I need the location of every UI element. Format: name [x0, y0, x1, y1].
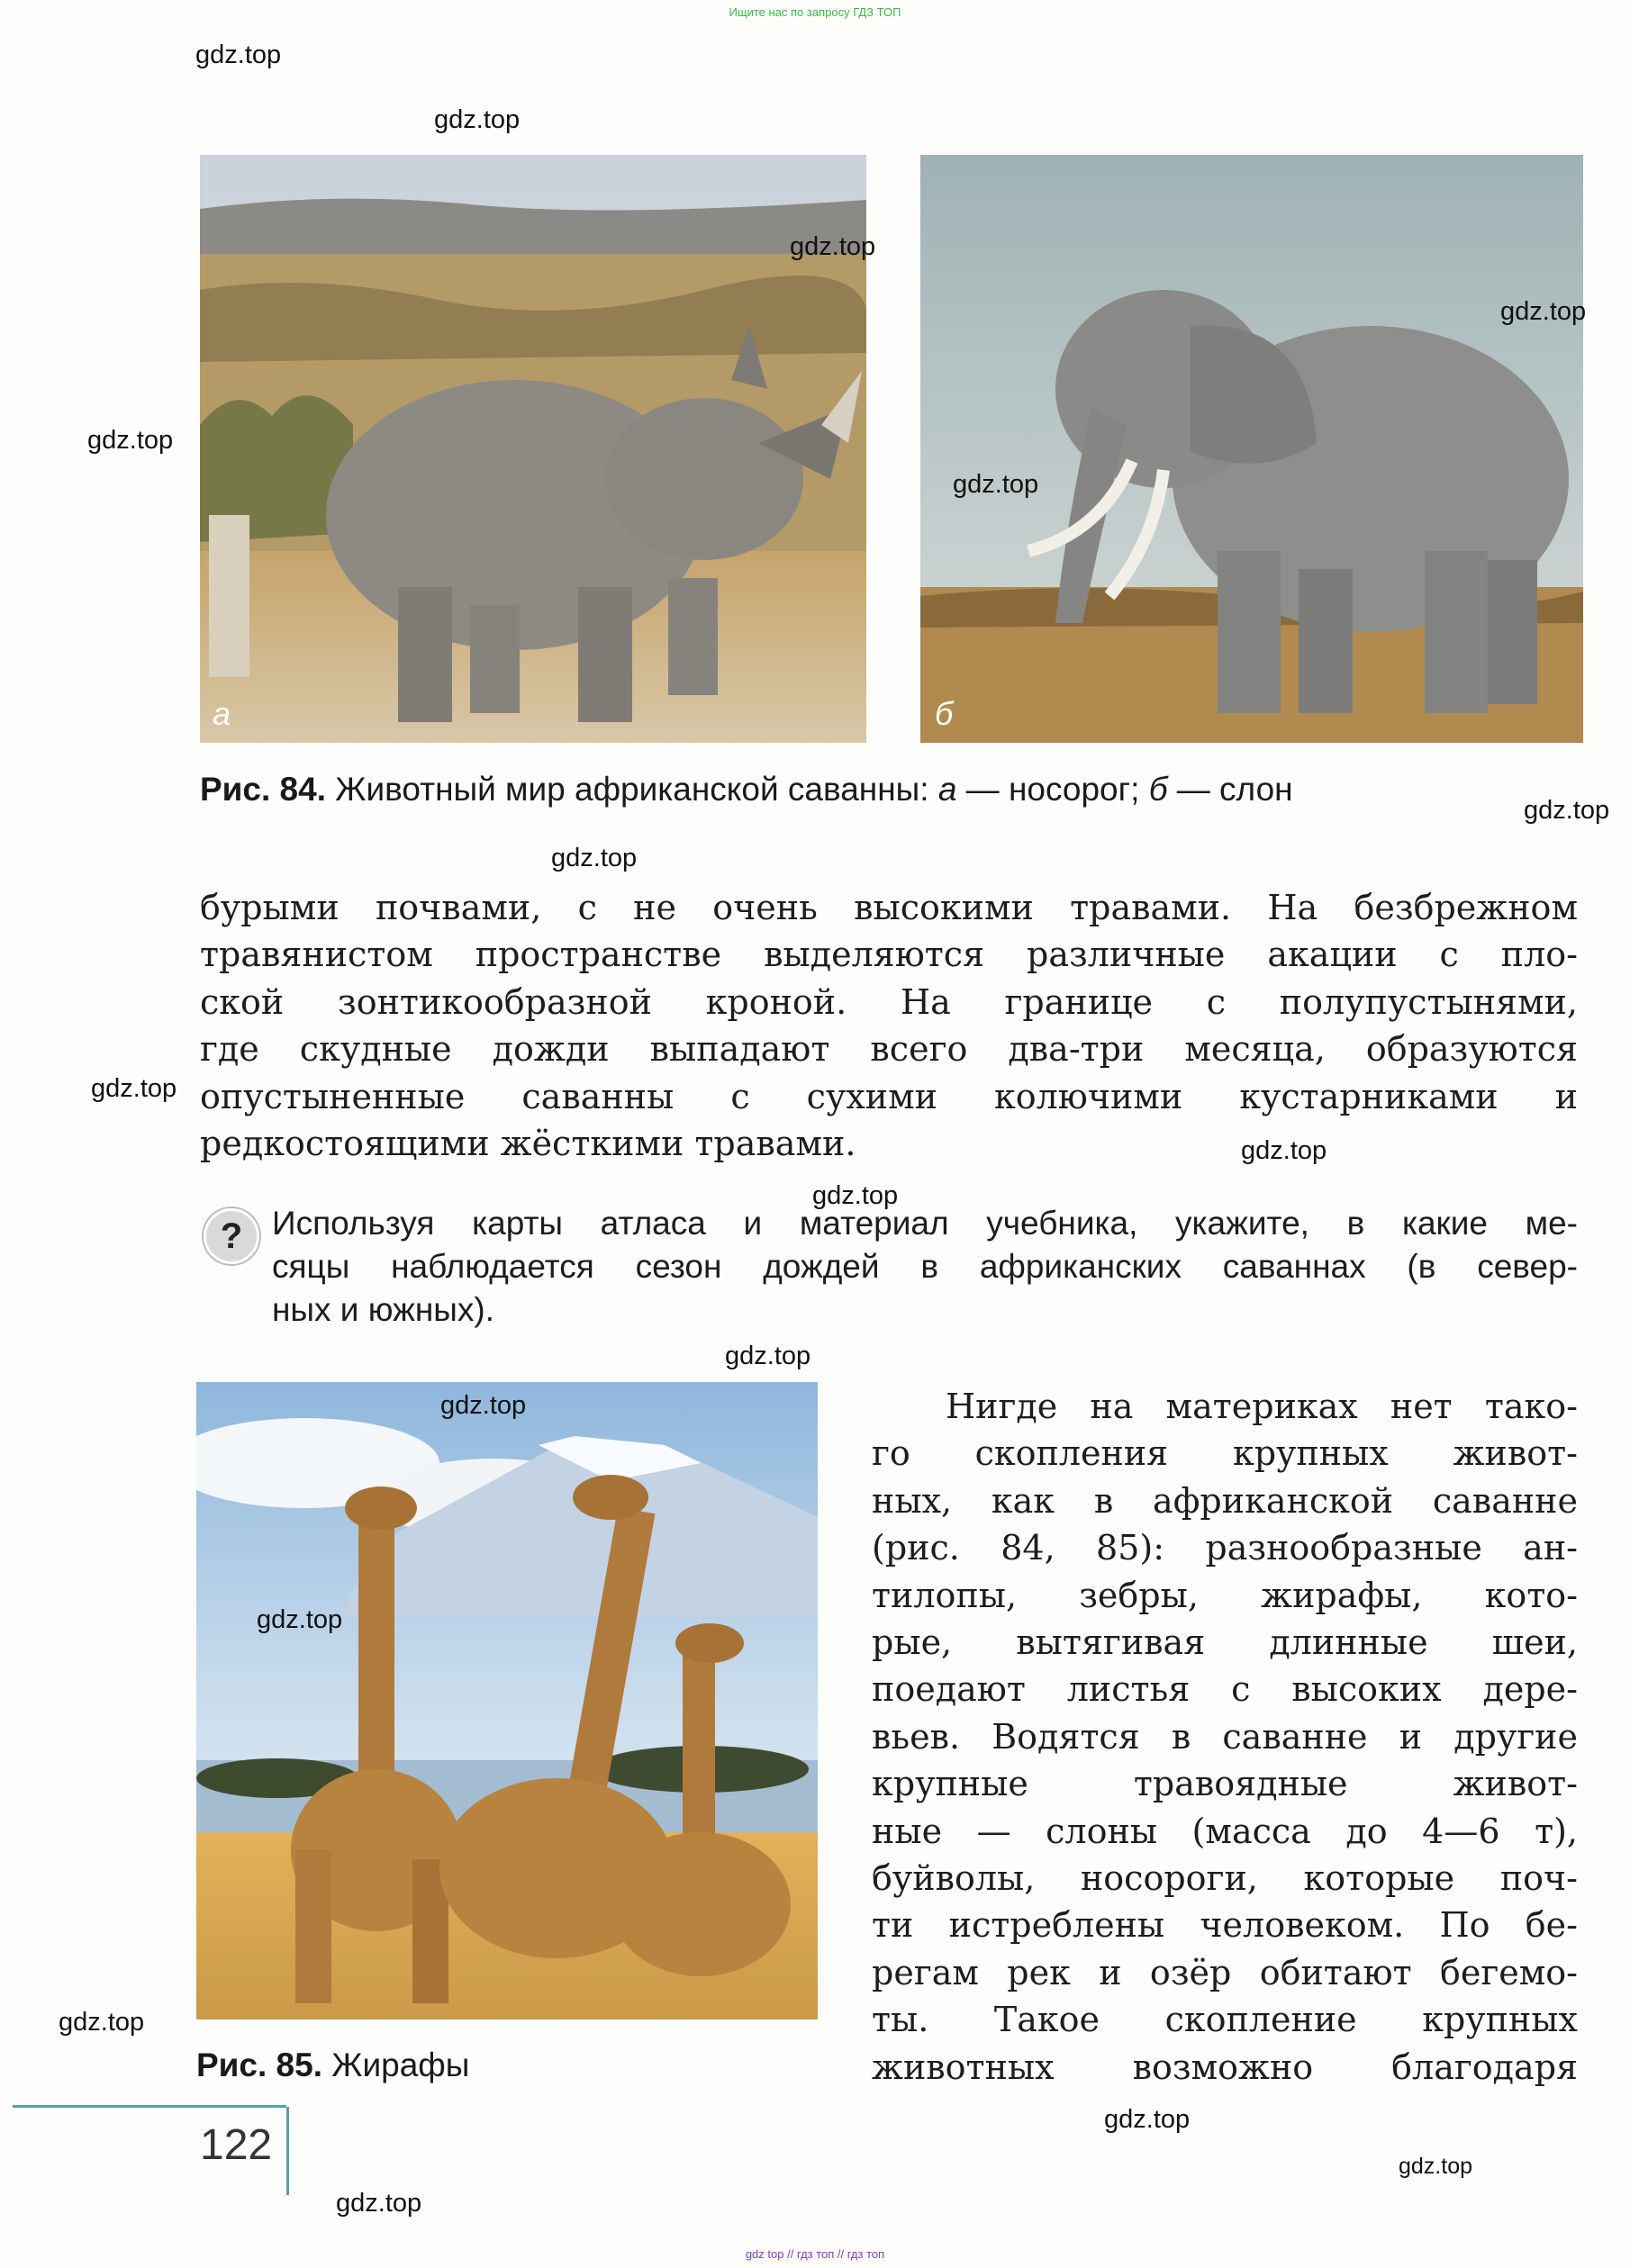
figure-84-label: Рис. 84. [200, 771, 326, 808]
text-line: бурыми почвами, с не очень высокими травами. На безбрежном [200, 888, 1578, 927]
text-line: ных, как в африканской саванне [872, 1480, 1578, 1521]
figure-85-label: Рис. 85. [196, 2047, 322, 2083]
watermark: gdz.top [91, 1074, 177, 1103]
figure-84-caption [200, 771, 1293, 809]
giraffes-photo [196, 1382, 818, 2020]
watermark: gdz.top [434, 105, 521, 134]
page-rule-horizontal [13, 2105, 286, 2108]
watermark: gdz.top [195, 41, 282, 69]
page-rule-vertical [286, 2107, 289, 2195]
text-line: ти истреблены человеком. По бе- [872, 1905, 1578, 1946]
rhino-photo [200, 155, 866, 743]
text-line: ты. Такое скопление крупных [872, 2000, 1578, 2040]
watermark: gdz.top [812, 1181, 899, 1210]
watermark: gdz.top [257, 1605, 343, 1634]
figure-letter-b: б [935, 695, 954, 732]
caption-letter-a: а [937, 771, 957, 808]
text-line: рые, вытягивая длинные шеи, [872, 1622, 1578, 1663]
text-line: буйволы, носороги, которые поч- [872, 1858, 1578, 1899]
text-line: регам рек и озёр обитают бегемо- [872, 1952, 1578, 1992]
caption-letter-b: б [1148, 771, 1168, 808]
watermark: gdz.top [953, 470, 1039, 499]
watermark: gdz.top [1241, 1136, 1327, 1165]
question-line: Используя карты атласа и материал учебника, укажите, в какие ме- [272, 1205, 1578, 1242]
watermark: gdz.top [725, 1342, 811, 1370]
watermark: gdz.top [87, 426, 174, 455]
text-line: ской зонтикообразной кроной. На границе с полупустынями, [200, 981, 1578, 1022]
text-line: где скудные дожди выпадают всего два-три месяца, образуются [200, 1029, 1578, 1070]
watermark: gdz.top [551, 844, 638, 872]
question-line: сяцы наблюдается сезон дождей в африканских саваннах (в север- [272, 1248, 1578, 1285]
question-block [272, 1202, 1578, 1332]
caption-elephant: — слон [1167, 771, 1293, 808]
text-line: Нигде на материках нет тако- [946, 1387, 1578, 1426]
text-line: го скопления крупных живот- [872, 1433, 1578, 1474]
top-notice: Ищите нас по запросу ГДЗ ТОП [729, 5, 901, 19]
paragraph-animals [872, 1383, 1578, 2091]
figure-letter-a: а [213, 695, 231, 732]
watermark: gdz.top [1399, 2154, 1473, 2179]
text-line: редкостоящими жёсткими травами. [200, 1124, 856, 1164]
text-line: опустыненные саванны с сухими колючими кустарниками и [200, 1076, 1578, 1116]
caption-giraffes: Жирафы [322, 2047, 470, 2083]
text-line: вьев. Водятся в саванне и другие [872, 1716, 1578, 1757]
watermark: gdz.top [59, 2008, 145, 2037]
question-line: ных и южных). [272, 1291, 494, 1328]
caption-text: Животный мир африканской саванны: [326, 771, 938, 808]
text-line: крупные травоядные живот- [872, 1764, 1578, 1804]
text-line: травянистом пространстве выделяются различные акации с пло- [200, 935, 1578, 975]
page-number: 122 [200, 2121, 273, 2169]
question-icon: ? [204, 1208, 259, 1264]
text-line: (рис. 84, 85): разнообразные ан- [872, 1528, 1578, 1568]
text-line: животных возможно благодаря [872, 2047, 1578, 2087]
watermark: gdz.top [1104, 2105, 1191, 2134]
paragraph-savanna [200, 884, 1578, 1167]
elephant-photo [920, 155, 1583, 743]
watermark: gdz.top [1500, 297, 1587, 326]
watermark: gdz.top [336, 2189, 422, 2218]
bottom-notice: gdz top // гдз топ // гдз топ [745, 2247, 885, 2261]
text-line: ные — слоны (масса до 4—6 т), [872, 1811, 1578, 1851]
watermark: gdz.top [790, 232, 876, 261]
watermark: gdz.top [1524, 796, 1610, 825]
figure-85-caption [196, 2047, 469, 2084]
text-line: поедают листья с высоких дере- [872, 1669, 1578, 1710]
text-line: тилопы, зебры, жирафы, кото- [872, 1575, 1578, 1615]
caption-rhino: — носорог; [956, 771, 1149, 808]
watermark: gdz.top [440, 1391, 527, 1420]
